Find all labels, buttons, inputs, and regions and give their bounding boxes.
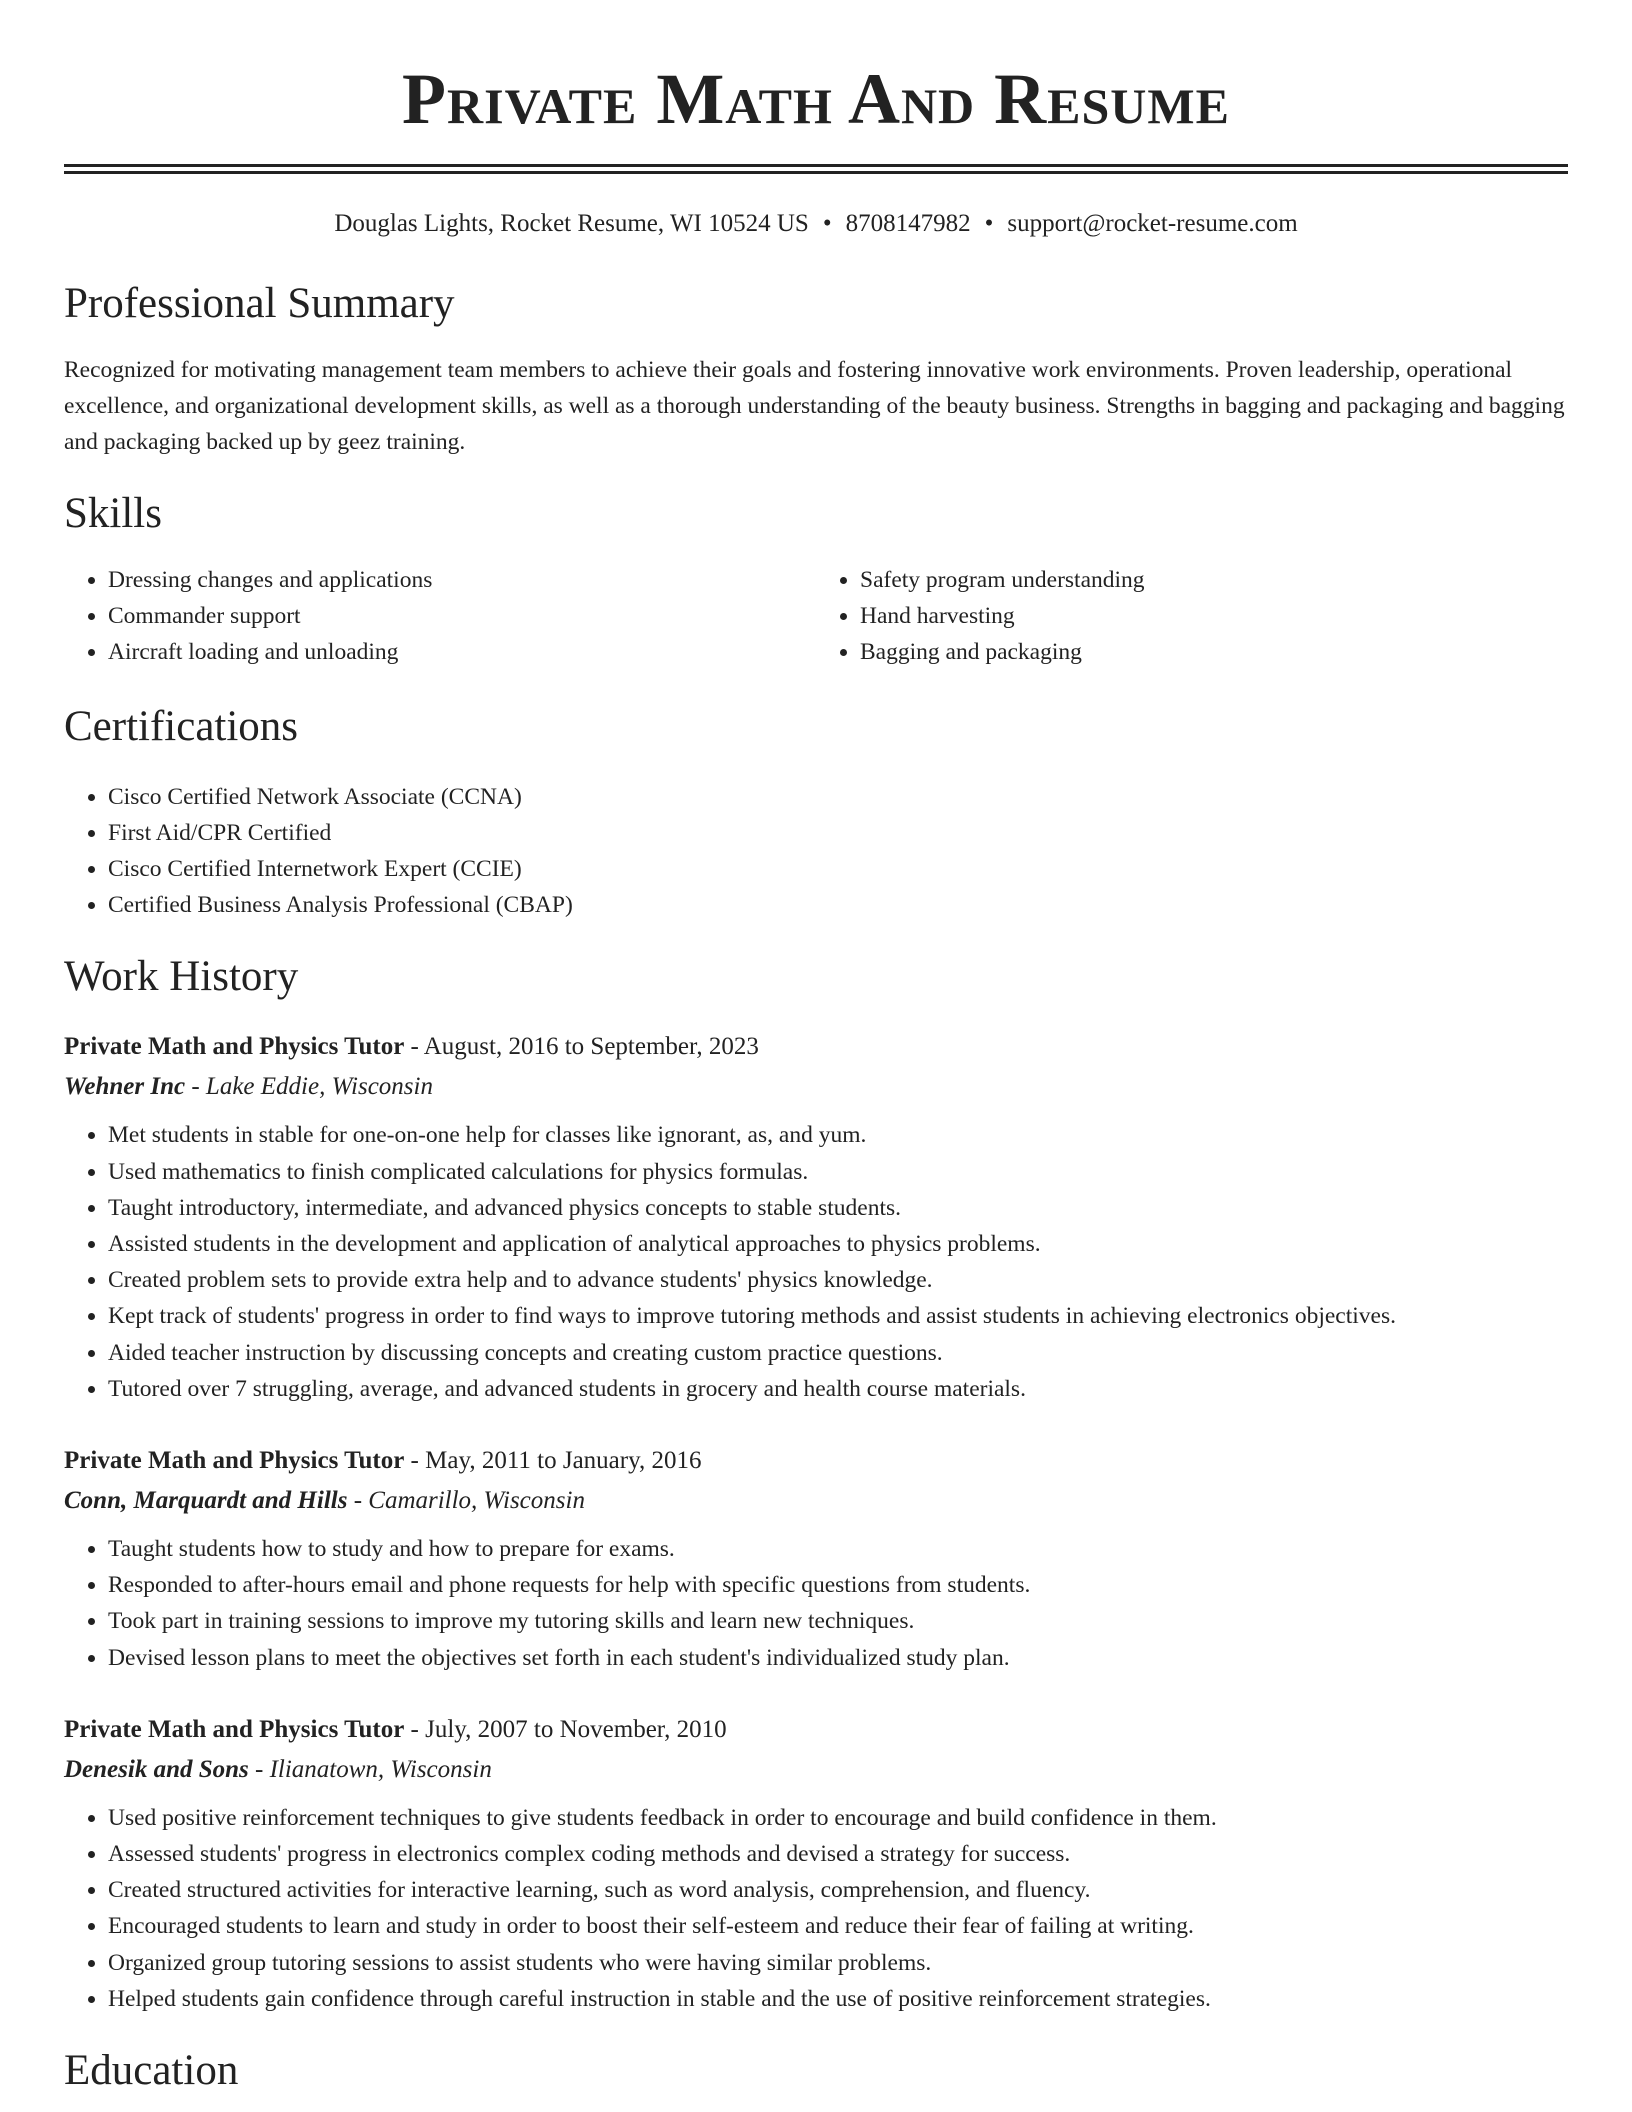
job-dates: - May, 2011 to January, 2016: [404, 1447, 702, 1475]
summary-text: Recognized for motivating management team members to achieve their goals and fostering innovative work environments. Proven leadership, operational excellence, and organizational development skills, as well as a thorough understanding of the beauty business. Strengths in bagging and packaging and bagging and packaging backed up by geez training.: [64, 357, 1565, 455]
job-bullet: • Taught introductory, intermediate, and advanced physics concepts to stable students.: [108, 1190, 1568, 1226]
certification-item: • Cisco Certified Network Associate (CCNA): [108, 779, 1568, 815]
job-title: Private Math and Physics Tutor: [64, 1033, 405, 1061]
job-title: Private Math and Physics Tutor: [64, 1715, 405, 1743]
summary-heading: Professional Summary: [64, 280, 455, 327]
job-company-line: [64, 1750, 1568, 1790]
job-bullet: • Assisted students in the development and application of analytical approaches to physics problems.: [108, 1226, 1568, 1262]
job-company: Conn, Marquardt and Hills: [64, 1487, 348, 1515]
job-bullet: • Tutored over 7 struggling, average, and advanced students in grocery and health course materials.: [108, 1371, 1568, 1407]
job-bullet: • Kept track of students' progress in order to find ways to improve tutoring methods and assist students in achieving electronics objectives.: [108, 1298, 1568, 1334]
job-bullet: • Used mathematics to finish complicated calculations for physics formulas.: [108, 1154, 1568, 1190]
job-company: Wehner Inc: [64, 1073, 186, 1101]
job-title-line: [64, 1027, 1568, 1067]
certifications-list: [64, 779, 1568, 924]
title-double-rule: [64, 164, 1568, 174]
contact-separator: •: [822, 210, 832, 237]
job-entry: [64, 1441, 1568, 1676]
job-bullet: • Aided teacher instruction by discussing concepts and creating custom practice questions.: [108, 1335, 1568, 1371]
job-location: - Ilianatown, Wisconsin: [248, 1755, 492, 1783]
job-company-line: [64, 1481, 1568, 1521]
certification-item: • First Aid/CPR Certified: [108, 815, 1568, 851]
contact-address: Douglas Lights, Rocket Resume, WI 10524 US: [334, 210, 809, 237]
contact-email: support@rocket-resume.com: [1007, 210, 1298, 237]
contact-phone: 8708147982: [845, 210, 971, 237]
job-bullets: [64, 1800, 1568, 2017]
skills-list-right: [816, 562, 1568, 671]
skill-item: • Safety program understanding: [860, 562, 1568, 598]
job-bullet: • Assessed students' progress in electronics complex coding methods and devised a strategy for success.: [108, 1836, 1568, 1872]
skill-item: • Bagging and packaging: [860, 634, 1568, 670]
job-entry: [64, 1027, 1568, 1407]
contact-line: [64, 208, 1568, 240]
education-heading: Education: [64, 2047, 239, 2095]
job-bullet: • Met students in stable for one-on-one help for classes like ignorant, as, and yum.: [108, 1117, 1568, 1153]
job-company-line: [64, 1067, 1568, 1107]
job-bullet: • Took part in training sessions to improve my tutoring skills and learn new techniques.: [108, 1603, 1568, 1639]
skills-column-left: [64, 562, 816, 671]
work-history-heading: Work History: [64, 953, 299, 1001]
skill-item: • Aircraft loading and unloading: [108, 634, 816, 670]
job-bullet: • Encouraged students to learn and study in order to boost their self-esteem and reduce their fear of failing at writing.: [108, 1908, 1568, 1944]
skills-grid: [64, 562, 1568, 671]
skills-column-right: [816, 562, 1568, 671]
job-location: - Camarillo, Wisconsin: [347, 1487, 585, 1515]
job-bullet: • Created structured activities for interactive learning, such as word analysis, comprehension, and fluency.: [108, 1872, 1568, 1908]
contact-separator: •: [984, 210, 994, 237]
skill-item: • Commander support: [108, 598, 816, 634]
skills-heading: Skills: [64, 490, 162, 537]
job-dates: - August, 2016 to September, 2023: [404, 1033, 759, 1061]
job-dates: - July, 2007 to November, 2010: [404, 1715, 727, 1743]
job-bullets: [64, 1531, 1568, 1676]
certifications-heading: Certifications: [64, 702, 299, 750]
certification-item: • Certified Business Analysis Professional (CBAP): [108, 887, 1568, 923]
certification-item: • Cisco Certified Internetwork Expert (CCIE): [108, 851, 1568, 887]
resume-title: Private Math And Resume: [402, 59, 1230, 139]
job-bullet: • Devised lesson plans to meet the objectives set forth in each student's individualized study plan.: [108, 1640, 1568, 1676]
skills-list-left: [64, 562, 816, 671]
skill-item: • Hand harvesting: [860, 598, 1568, 634]
job-bullet: • Responded to after-hours email and phone requests for help with specific questions from students.: [108, 1567, 1568, 1603]
job-title-line: [64, 1441, 1568, 1481]
job-bullet: • Used positive reinforcement techniques to give students feedback in order to encourage and build confidence in them.: [108, 1800, 1568, 1836]
job-entry: [64, 1710, 1568, 2017]
job-bullet: • Created problem sets to provide extra help and to advance students' physics knowledge.: [108, 1262, 1568, 1298]
job-company: Denesik and Sons: [64, 1755, 249, 1783]
skill-item: • Dressing changes and applications: [108, 562, 816, 598]
job-location: - Lake Eddie, Wisconsin: [185, 1073, 433, 1101]
job-bullet: • Organized group tutoring sessions to assist students who were having similar problems.: [108, 1945, 1568, 1981]
job-bullet: • Taught students how to study and how to prepare for exams.: [108, 1531, 1568, 1567]
job-bullet: • Helped students gain confidence through careful instruction in stable and the use of positive reinforcement strategies.: [108, 1981, 1568, 2017]
job-bullets: [64, 1117, 1568, 1407]
job-title: Private Math and Physics Tutor: [64, 1447, 405, 1475]
job-title-line: [64, 1710, 1568, 1750]
